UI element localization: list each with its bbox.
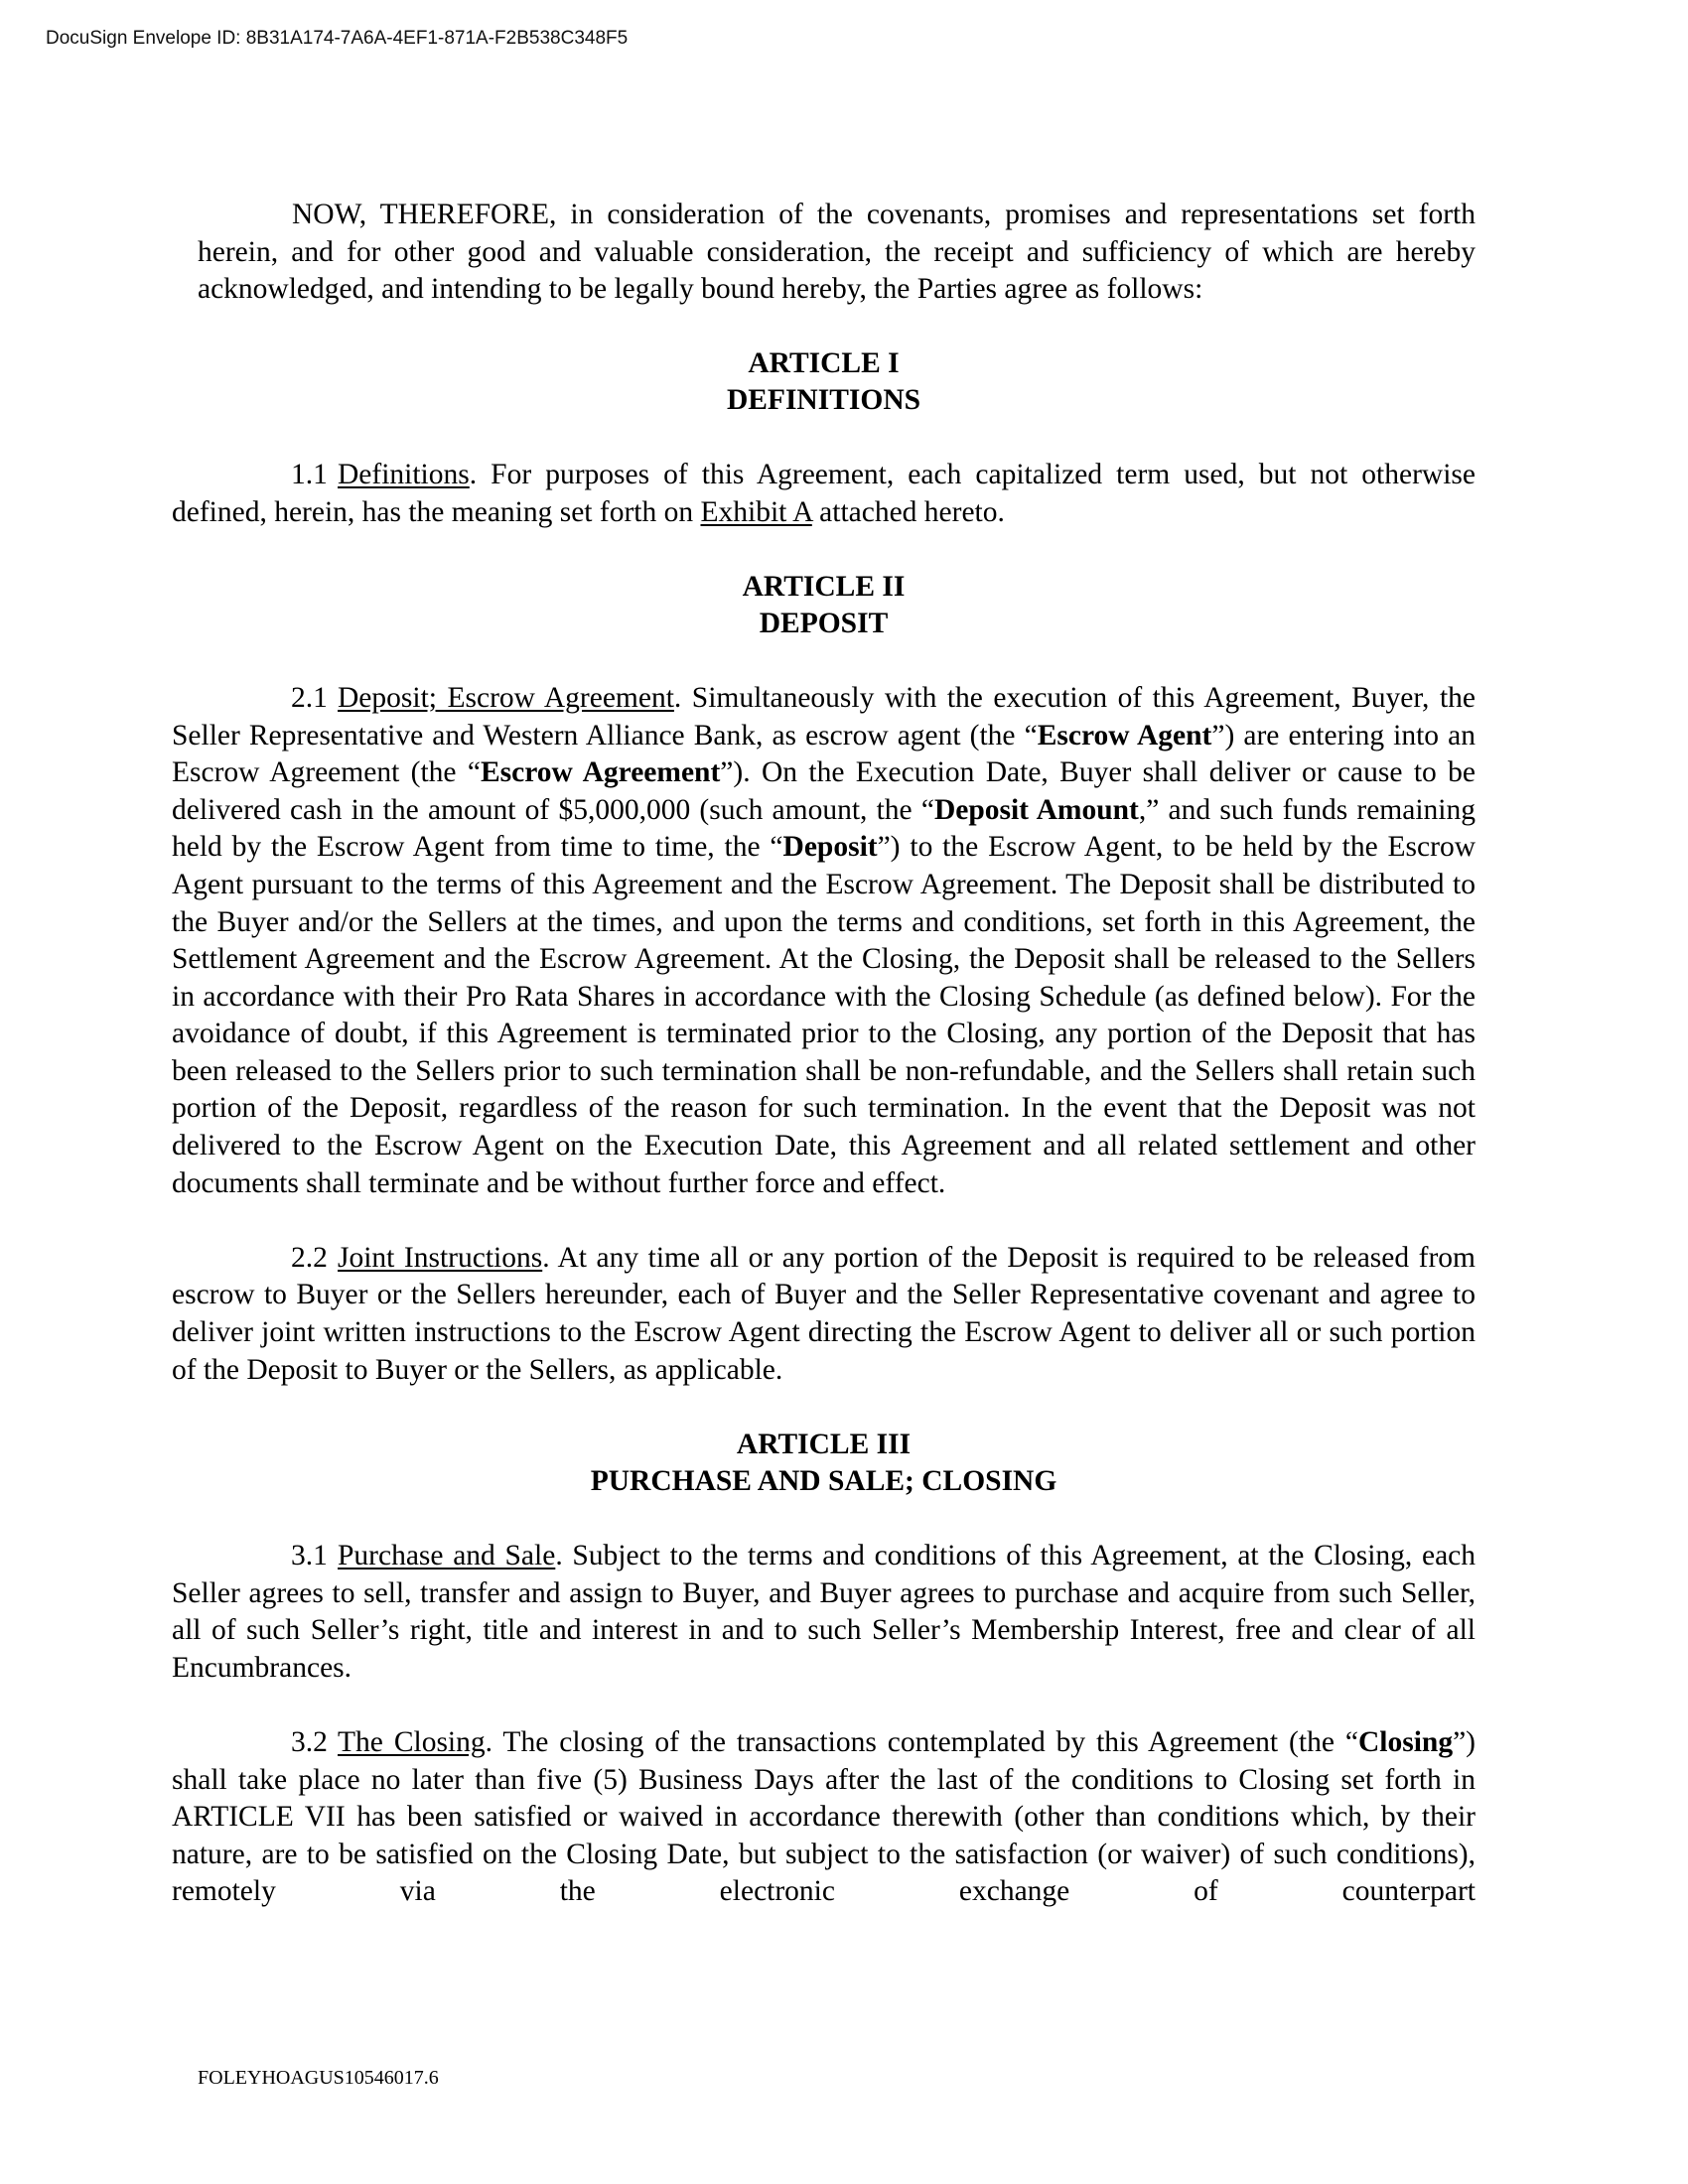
article-title: PURCHASE AND SALE; CLOSING	[590, 1465, 1057, 1498]
defined-term: Escrow Agreement	[480, 756, 721, 789]
intro-paragraph	[198, 197, 1476, 309]
docusign-envelope-id: DocuSign Envelope ID: 8B31A174-7A6A-4EF1-871A-F2B538C348F5	[46, 28, 629, 49]
section-2-2: 2.2 Joint Instructions. At any time all or any portion of the Deposit is required to be released from escrow to Buyer or the Sellers hereunder, each of Buyer and the Seller Representative covenant and agree to deliver joint written instructions to the Escrow Agent directing the Escrow Agent to deliver all or such portion of the Deposit to Buyer or the Sellers, as applicable.	[172, 1241, 1476, 1386]
document-page	[172, 197, 1476, 1949]
defined-term: Deposit Amount	[933, 793, 1139, 826]
section-number: 3.2	[291, 1725, 328, 1758]
defined-term: Escrow Agent	[1037, 719, 1212, 751]
article-title: DEPOSIT	[759, 608, 889, 640]
article-number: ARTICLE II	[742, 570, 906, 603]
section-heading: Purchase and Sale	[338, 1540, 556, 1571]
section-heading: Definitions	[338, 458, 470, 490]
article-3-heading	[172, 1427, 1476, 1501]
defined-term: Deposit	[782, 831, 878, 864]
defined-term: Closing	[1357, 1725, 1454, 1758]
article-number: ARTICLE III	[736, 1428, 912, 1460]
section-heading: Joint Instructions	[338, 1241, 543, 1274]
section-number: 1.1	[291, 458, 328, 490]
article-1-heading	[172, 345, 1476, 420]
footer-document-id: FOLEYHOAGUS10546017.6	[198, 2067, 439, 2089]
exhibit-a-link[interactable]: Exhibit A	[700, 495, 812, 528]
section-number: 2.2	[291, 1241, 328, 1274]
section-number: 2.1	[291, 681, 328, 714]
article-2-heading	[172, 569, 1476, 643]
section-number: 3.1	[291, 1540, 328, 1571]
section-heading: Deposit; Escrow Agreement	[338, 681, 674, 714]
intro-text: NOW, THEREFORE, in consideration of the covenants, promises and representations set forth herein, and for other good and valuable consideration, the receipt and sufficiency of which are hereby acknowledged, and intending to be legally bound hereby, the Parties agree as follows:	[198, 199, 1476, 306]
section-heading: The Closing	[338, 1725, 486, 1758]
article-number: ARTICLE I	[748, 346, 900, 379]
article-title: DEFINITIONS	[726, 384, 921, 417]
section-3-1: 3.1 Purchase and Sale. Subject to the terms and conditions of this Agreement, at the Closing, each Seller agrees to sell, transfer and assign to Buyer, and Buyer agrees to purchase and acquire from such Seller, all of such Seller’s right, title and interest in and to such Seller’s Membership Interest, free and clear of all Encumbrances.	[172, 1540, 1477, 1684]
section-3-2: 3.2 The Closing. The closing of the transactions contemplated by this Agreement (the “Closing”) shall take place no later than five (5) Business Days after the last of the conditions to Closing set forth in ARTICLE VII has been satisfied or waived in accordance therewith (other than conditions which, by their nature, are to be satisfied on the Closing Date, but subject to the satisfaction (or waiver) of such conditions), remotely via the electronic exchange of counterpart	[172, 1725, 1476, 1908]
section-1-1: 1.1 Definitions. For purposes of this Agreement, each capitalized term used, but not otherwise defined, herein, has the meaning set forth on Exhibit A attached hereto.	[172, 458, 1476, 528]
section-2-1: 2.1 Deposit; Escrow Agreement. Simultaneously with the execution of this Agreement, Buyer, the Seller Representative and Western Alliance Bank, as escrow agent (the “Escrow Agent”) are entering into an Escrow Agreement (the “Escrow Agreement”). On the Execution Date, Buyer shall deliver or cause to be delivered cash in the amount of $5,000,000 (such amount, the “Deposit Amount,” and such funds remaining held by the Escrow Agent from time to time, the “Deposit”) to the Escrow Agent, to be held by the Escrow Agent pursuant to the terms of this Agreement and the Escrow Agreement. The Deposit shall be distributed to the Buyer and/or the Sellers at the times, and upon the terms and conditions, set forth in this Agreement, the Settlement Agreement and the Escrow Agreement. At the Closing, the Deposit shall be released to the Sellers in accordance with their Pro Rata Shares in accordance with the Closing Schedule (as defined below). For the avoidance of doubt, if this Agreement is terminated prior to the Closing, any portion of the Deposit that has been released to the Sellers prior to such termination shall be non-refundable, and the Sellers shall retain such portion of the Deposit, regardless of the reason for such termination. In the event that the Deposit was not delivered to the Escrow Agent on the Execution Date, this Agreement and all related settlement and other documents shall terminate and be without further force and effect.	[172, 681, 1476, 1199]
